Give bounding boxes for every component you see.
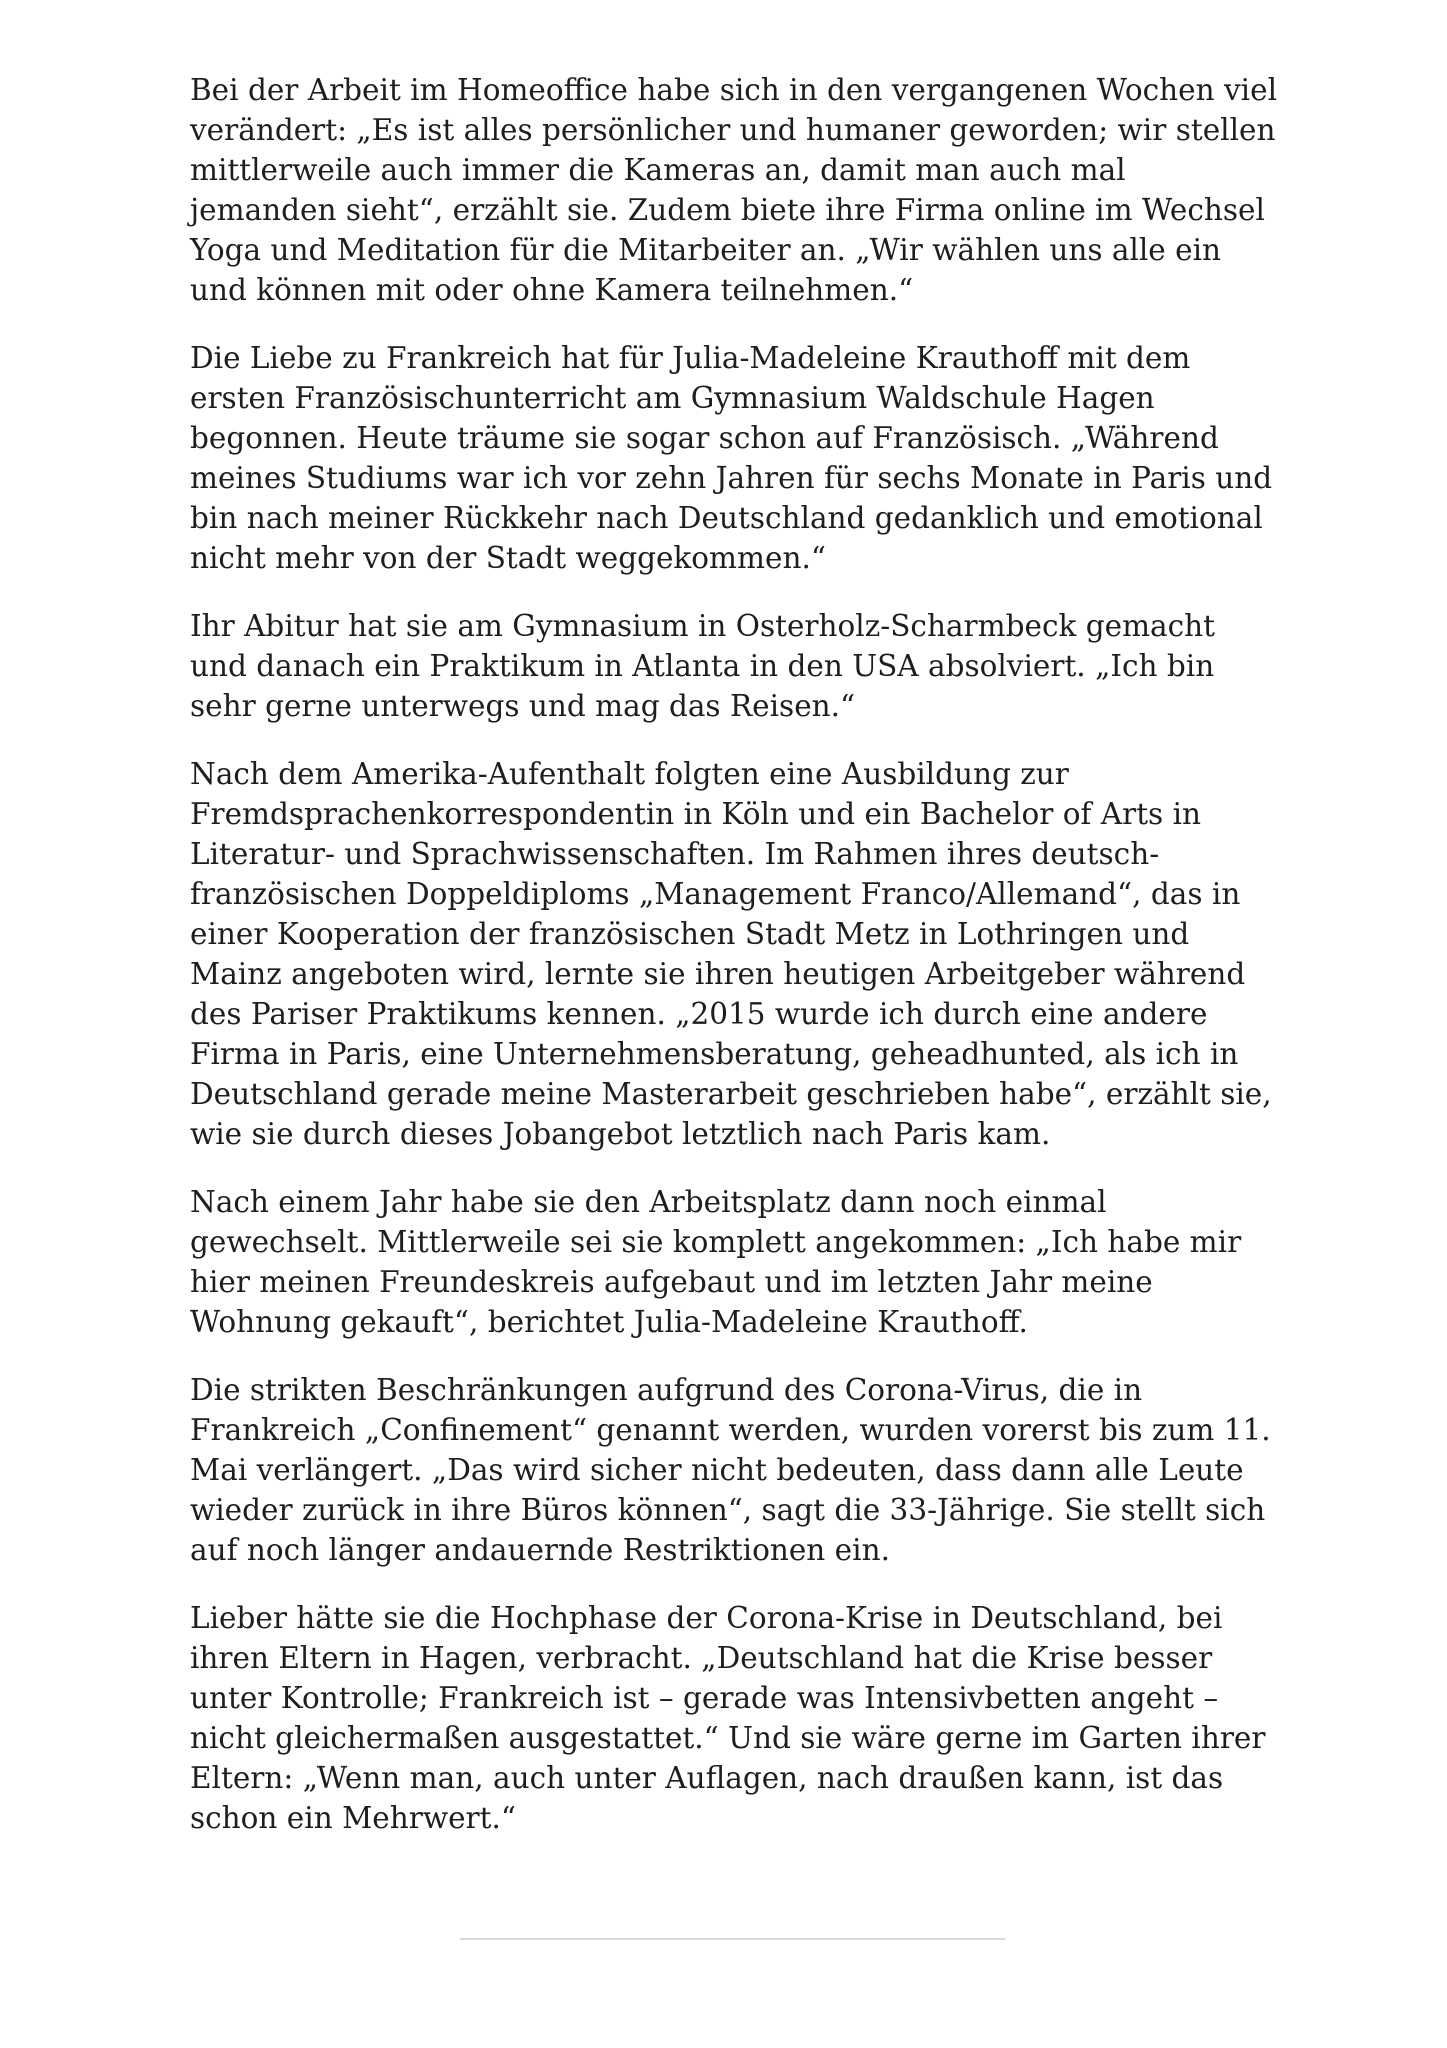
article-paragraph-7: Lieber hätte sie die Hochphase der Corona-Krise in Deutschland, bei ihren Eltern in Hagen, verbracht. „Deutschland hat die Krise besser unter Kontrolle; Frankreich ist – gerade was Intensivbetten angeht – nicht gleichermaßen ausgestattet.“ Und sie wäre gerne im Garten ihrer Eltern: „Wenn man, auch unter Auflagen, nach draußen kann, ist das schon ein Mehrwert.“ — [190, 1601, 1266, 1835]
article-paragraph-2: Die Liebe zu Frankreich hat für Julia-Madeleine Krauthoff mit dem ersten Französischunterricht am Gymnasium Waldschule Hagen begonnen. Heute träume sie sogar schon auf Französisch. „Während meines Studiums war ich vor zehn Jahren für sechs Monate in Paris und bin nach meiner Rückkehr nach Deutschland gedanklich und emotional nicht mehr von der Stadt weggekommen.“ — [190, 341, 1273, 575]
end-divider — [460, 1938, 1005, 1940]
article-body — [190, 70, 1280, 1866]
article-paragraph-5: Nach einem Jahr habe sie den Arbeitsplatz dann noch einmal gewechselt. Mittlerweile sei sie komplett angekommen: „Ich habe mir hier meinen Freundeskreis aufgebaut und im letzten Jahr meine Wohnung gekauft“, berichtet Julia-Madeleine Krauthoff. — [190, 1185, 1242, 1339]
article-paragraph-6: Die strikten Beschränkungen aufgrund des Corona-Virus, die in Frankreich „Confinement“ genannt werden, wurden vorerst bis zum 11. Mai verlängert. „Das wird sicher nicht bedeuten, dass dann alle Leute wieder zurück in ihre Büros können“, sagt die 33-Jährige. Sie stellt sich auf noch länger andauernde Restriktionen ein. — [190, 1373, 1271, 1567]
article-paragraph-3: Ihr Abitur hat sie am Gymnasium in Osterholz-Scharmbeck gemacht und danach ein Praktikum in Atlanta in den USA absolviert. „Ich bin sehr gerne unterwegs und mag das Reisen.“ — [190, 609, 1216, 723]
article-paragraph-1: Bei der Arbeit im Homeoffice habe sich in den vergangenen Wochen viel verändert: „Es ist alles persönlicher und humaner geworden; wir stellen mittlerweile auch immer die Kameras an, damit man auch mal jemanden sieht“, erzählt sie. Zudem biete ihre Firma online im Wechsel Yoga und Meditation für die Mitarbeiter an. „Wir wählen uns alle ein und können mit oder ohne Kamera teilnehmen.“ — [190, 73, 1278, 307]
article-paragraph-4: Nach dem Amerika-Aufenthalt folgten eine Ausbildung zur Fremdsprachenkorrespondentin in Köln und ein Bachelor of Arts in Literatur- und Sprachwissenschaften. Im Rahmen ihres deutsch-französischen Doppeldiploms „Management Franco/Allemand“, das in einer Kooperation der französischen Stadt Metz in Lothringen und Mainz angeboten wird, lernte sie ihren heutigen Arbeitgeber während des Pariser Praktikums kennen. „2015 wurde ich durch eine andere Firma in Paris, eine Unternehmensberatung, geheadhunted, als ich in Deutschland gerade meine Masterarbeit geschrieben habe“, erzählt sie, wie sie durch dieses Jobangebot letztlich nach Paris kam. — [190, 757, 1272, 1151]
